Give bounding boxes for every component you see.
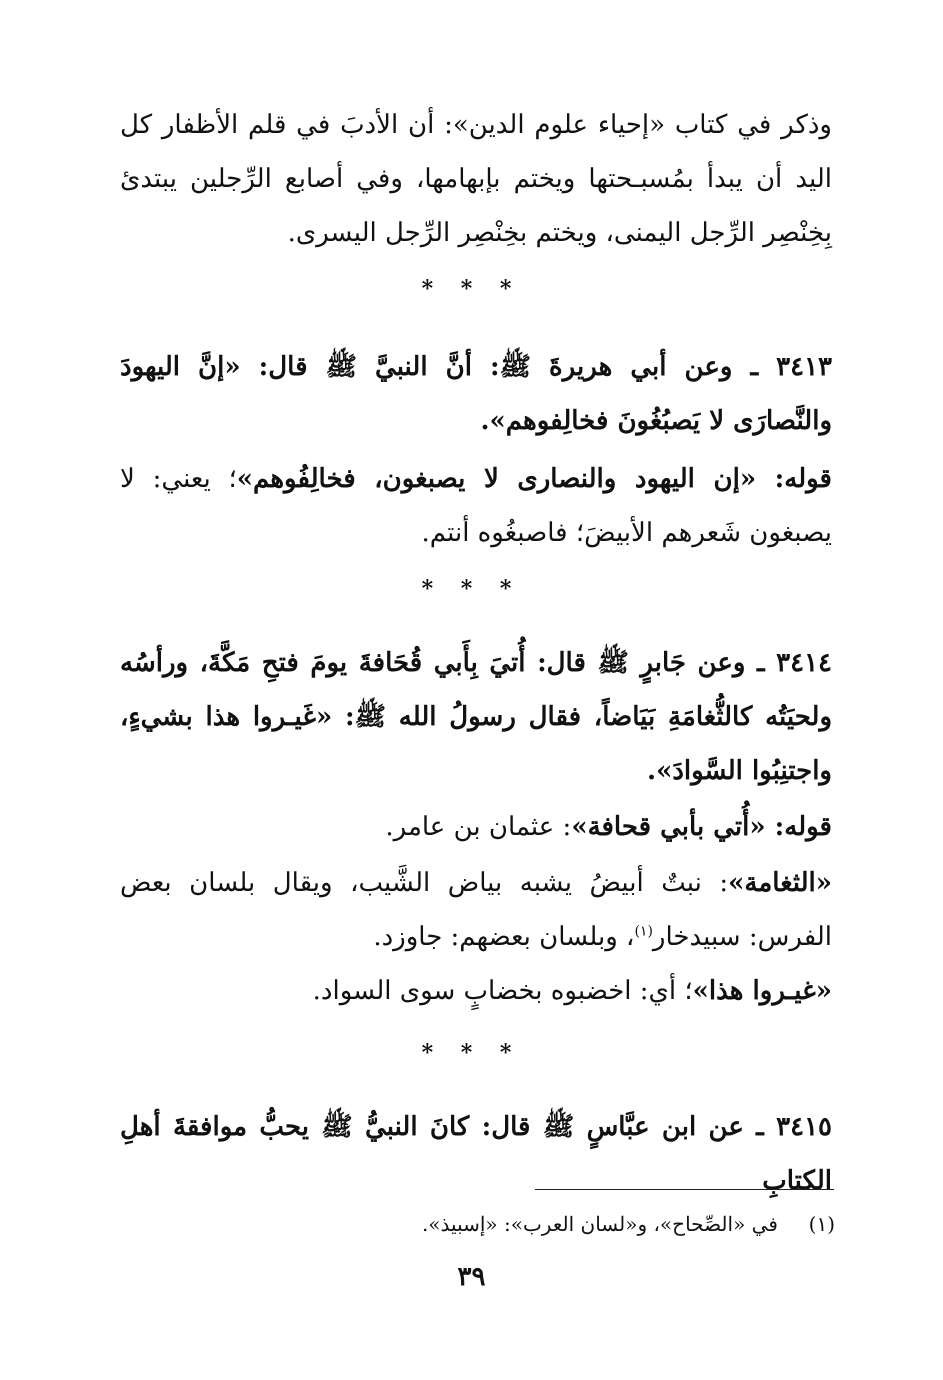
- commentary-3413-rest: ؛ يعني: لا يصبغون شَعرهم الأبيضَ؛ فاصبغُوه أنتم.: [120, 464, 832, 548]
- page-number: [0, 1262, 943, 1292]
- commentary-3413: [120, 452, 832, 560]
- paragraph-ihya-quote: [120, 98, 832, 260]
- commentary-3414-line-1: [120, 800, 832, 854]
- commentary-3414-lead-2: «الثغامة»: [728, 868, 832, 898]
- hadith-3413: [120, 340, 832, 448]
- commentary-3414-line-3: [120, 964, 832, 1018]
- hadith-3413-text: ٣٤١٣ ـ وعن أبي هريرةَ ﷺ: أنَّ النبيَّ ﷺ قال: «إنَّ اليهودَ والنَّصارَى لا يَصبُغُونَ فخالِفوهم».: [120, 352, 832, 436]
- hadith-3415: [120, 1100, 832, 1208]
- commentary-3414-lead-3: «غيـروا هذا»: [692, 976, 832, 1006]
- section-separator: [0, 576, 943, 602]
- footnote-text: في «الصِّحاح»، و«لسان العرب»: «إسبيذ».: [421, 1212, 778, 1236]
- commentary-3413-lead: قوله: «إن اليهود والنصارى لا يصبغون، فخالِفُوهم»: [236, 464, 832, 494]
- footnote-reference[interactable]: (١): [634, 923, 653, 940]
- commentary-3414-rest-3: ؛ أي: اخضبوه بخضابٍ سوى السواد.: [312, 976, 693, 1006]
- section-separator: [0, 276, 943, 302]
- separator-stars: * * *: [421, 1040, 522, 1066]
- footnote-marker: (١): [808, 1212, 835, 1236]
- commentary-3414-line-2: [120, 856, 832, 964]
- footnote-divider: [535, 1189, 834, 1190]
- commentary-3414-rest-1: : عثمان بن عامر.: [385, 812, 572, 842]
- hadith-3414: [120, 636, 832, 798]
- hadith-3415-text: ٣٤١٥ ـ عن ابن عبَّاسٍ ﷺ قال: كانَ النبيُّ ﷺ يحبُّ موافقةَ أهلِ الكتابِ: [120, 1112, 832, 1196]
- footnote: [135, 1206, 835, 1242]
- commentary-3414-lead-1: قوله: «أُتي بأبي قحافة»: [571, 812, 832, 842]
- hadith-3414-text: ٣٤١٤ ـ وعن جَابرٍ ﷺ قال: أُتيَ بِأَبي قُحَافةَ يومَ فتحِ مَكَّةَ، ورأسُه ولحيَتُه كالثُّغامَةِ بَيَاضاً، فقال رسولُ الله ﷺ: «غَيـروا هذا بشيءٍ، واجتنِبُوا السَّوادَ».: [120, 648, 833, 786]
- page-number-text: ٣٩: [457, 1262, 486, 1292]
- separator-stars: * * *: [421, 576, 522, 602]
- separator-stars: * * *: [421, 276, 522, 302]
- section-separator: [0, 1040, 943, 1066]
- commentary-3414-rest-2: : نبتٌ أبيضُ يشبه بياض الشَّيب، ويقال بلسان بعض الفرس: سبيدخار: [120, 868, 832, 952]
- commentary-3414-tail-2: ، وبلسان بعضهم: جاوزد.: [373, 922, 635, 952]
- paragraph-ihya-text: وذكر في كتاب «إحياء علوم الدين»: أن الأدبَ في قلم الأظفار كل اليد أن يبدأ بمُسبـحتها ويختم بإبهامها، وفي أصابع الرِّجلين يبتدئ بِخِنْصِر الرِّجل اليمنى، ويختم بخِنْصِر الرِّجل اليسرى.: [120, 110, 832, 248]
